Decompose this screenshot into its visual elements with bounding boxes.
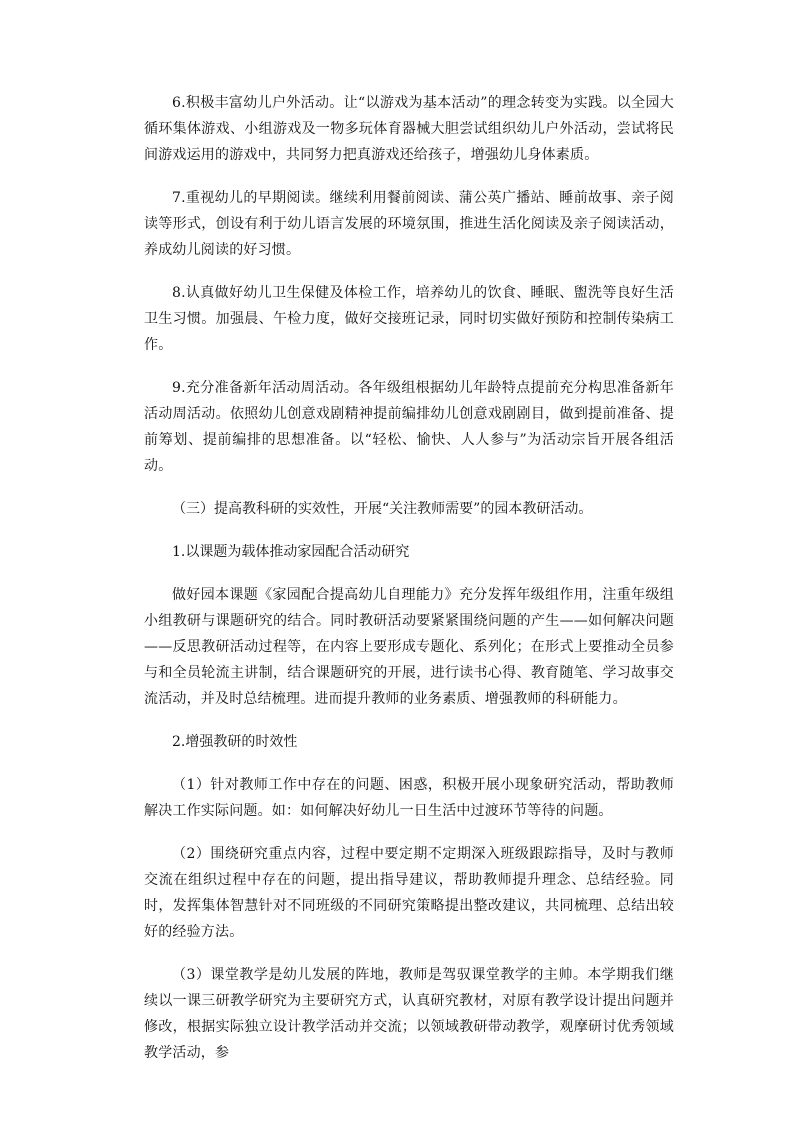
subheading-research-timeliness: 2.增强教研的时效性: [172, 734, 298, 750]
subheading-topic-research: 1.以课题为载体推动家园配合活动研究: [172, 544, 410, 560]
paragraph-new-year-week: 9.充分准备新年活动周活动。各年级组根据幼儿年龄特点提前充分构思准备新年活动周活动。依照幼儿创意戏剧精神提前编排幼儿创意戏剧剧目，做到提前准备、提前筹划、提前编排的思想准备。以“轻松、愉快、人人参与”为活动宗旨开展各组活动。: [144, 380, 674, 474]
paragraph-outdoor-activities: 6.积极丰富幼儿户外活动。让“以游戏为基本活动”的理念转变为实践。以全园大循环集体游戏、小组游戏及一物多玩体育器械大胆尝试组织幼儿户外活动，尝试将民间游戏运用的游戏中，共同努力把真游戏还给孩子，增强幼儿身体素质。: [144, 95, 674, 163]
paragraph-early-reading: 7.重视幼儿的早期阅读。继续利用餐前阅读、蒲公英广播站、睡前故事、亲子阅读等形式，创设有利于幼儿语言发展的环境氛围，推进生活化阅读及亲子阅读活动，养成幼儿阅读的好习惯。: [144, 190, 674, 258]
section-heading-research: （三）提高教科研的实效性，开展“关注教师需要”的园本教研活动。: [172, 501, 593, 517]
paragraph-item-1: （1）针对教师工作中存在的问题、困惑，积极开展小现象研究活动，帮助教师解决工作实际问题。如：如何解决好幼儿一日生活中过渡环节等待的问题。: [144, 777, 674, 819]
document-body: [144, 90, 674, 1083]
paragraph-item-3: （3）课堂教学是幼儿发展的阵地，教师是驾驭课堂教学的主帅。本学期我们继续以一课三研教学研究为主要研究方式，认真研究教材，对原有教学设计提出问题并修改，根据实际独立设计教学活动并交流；以领域教研带动教学，观摩研讨优秀领域教学活动，参: [144, 967, 674, 1061]
paragraph-item-2: （2）围绕研究重点内容，过程中要定期不定期深入班级跟踪指导，及时与教师交流在组织过程中存在的问题，提出指导建议，帮助教师提升理念、总结经验。同时，发挥集体智慧针对不同班级的不同研究策略提出整改建议，共同梳理、总结出较好的经验方法。: [144, 846, 674, 940]
paragraph-topic-research: 做好园本课题《家园配合提高幼儿自理能力》充分发挥年级组作用，注重年级组小组教研与课题研究的结合。同时教研活动要紧紧围绕问题的产生——如何解决问题——反思教研活动过程等，在内容上要形成专题化、系列化；在形式上要推动全员参与和全员轮流主讲制，结合课题研究的开展，进行读书心得、教育随笔、学习故事交流活动，并及时总结梳理。进而提升教师的业务素质、增强教师的科研能力。: [144, 587, 674, 707]
paragraph-health-care: 8.认真做好幼儿卫生保健及体检工作，培养幼儿的饮食、睡眠、盥洗等良好生活卫生习惯。加强晨、午检力度，做好交接班记录，同时切实做好预防和控制传染病工作。: [144, 285, 674, 353]
